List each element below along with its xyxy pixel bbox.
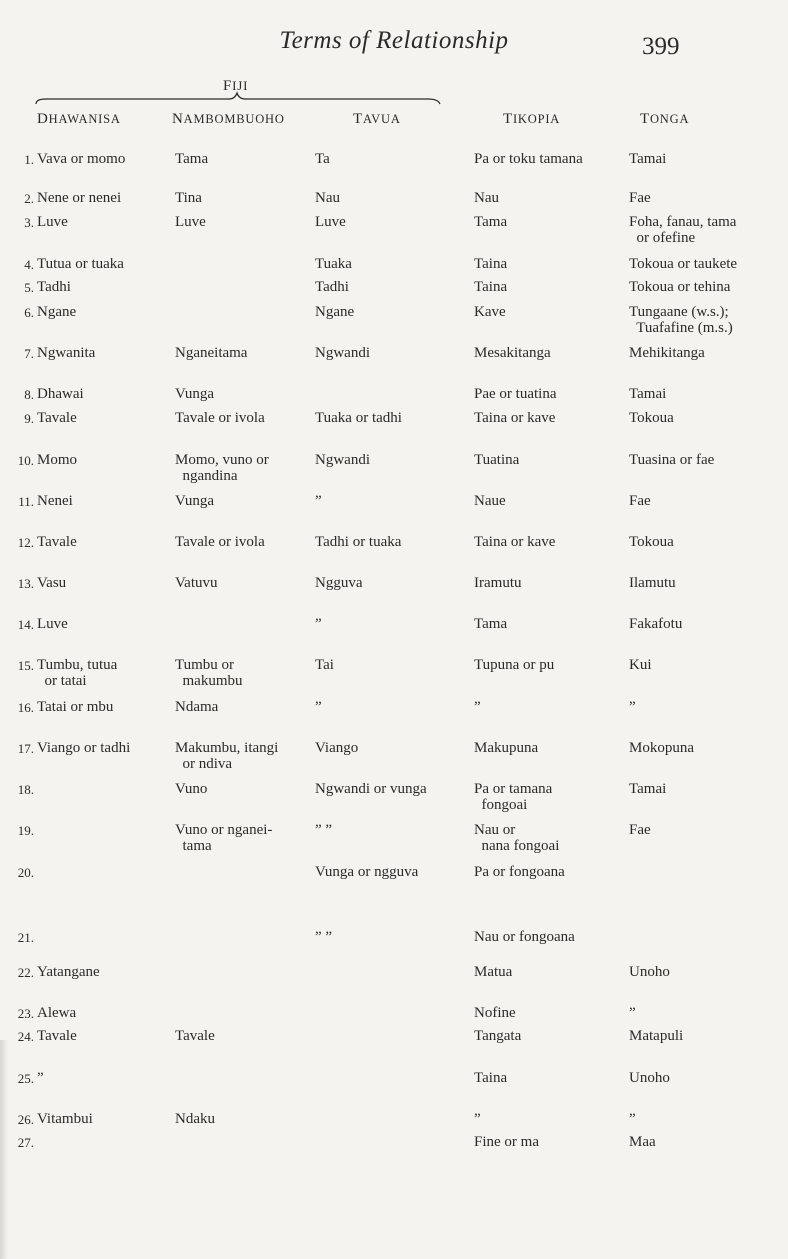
table-cell-to: Maa <box>629 1134 656 1150</box>
table-cell-ti: Tama <box>474 616 508 632</box>
table-cell-ti: Nau or nana fongoai <box>474 822 560 854</box>
table-cell-dh: Luve <box>37 616 68 632</box>
table-cell-ti: Pa or tamana fongoai <box>474 781 553 813</box>
table-cell-dh: ” <box>37 1070 44 1086</box>
row-number: 13. <box>17 576 34 591</box>
table-cell-ta: Vunga or ngguva <box>315 864 419 880</box>
table-cell-ta: Tuaka or tadhi <box>315 410 402 426</box>
table-cell-ta: Tadhi <box>315 279 349 295</box>
table-cell-ti: Iramutu <box>474 575 522 591</box>
table-cell-ti: ” <box>474 1111 481 1127</box>
table-cell-na: Tavale or ivola <box>175 410 265 426</box>
table-cell-dh: Momo <box>37 452 78 468</box>
table-cell-na: Tama <box>175 151 209 167</box>
table-cell-ti: Matua <box>474 964 513 980</box>
table-cell-ti: Mesakitanga <box>474 345 551 361</box>
row-number: 7. <box>24 346 34 361</box>
table-cell-ta: Tuaka <box>315 256 352 272</box>
table-cell-ta: Ngwandi or vunga <box>315 781 427 797</box>
table-cell-ti: Tupuna or pu <box>474 657 555 673</box>
table-cell-na: Vunga <box>175 386 215 402</box>
table-cell-to: Tungaane (w.s.); Tuafafine (m.s.) <box>629 304 733 336</box>
table-cell-ti: Taina <box>474 1070 508 1086</box>
table-cell-ti: Tangata <box>474 1028 522 1044</box>
table-cell-to: Fakafotu <box>629 616 683 632</box>
table-cell-ta: ” <box>315 699 322 715</box>
table-cell-na: Tavale <box>175 1028 215 1044</box>
table-cell-to: Fae <box>629 493 651 509</box>
table-cell-dh: Yatangane <box>37 964 100 980</box>
table-cell-dh: Tavale <box>37 410 77 426</box>
row-number: 16. <box>17 700 34 715</box>
table-cell-na: Ndama <box>175 699 219 715</box>
column-header-text: TAVUA <box>353 111 401 127</box>
table-cell-na: Tumbu or makumbu <box>175 657 243 689</box>
table-cell-to: Foha, fanau, tama or ofefine <box>629 214 737 246</box>
row-number: 10. <box>17 453 34 468</box>
table-cell-ti: Makupuna <box>474 740 539 756</box>
table-cell-ta: Ngwandi <box>315 452 370 468</box>
table-cell-to: ” <box>629 1111 636 1127</box>
table-cell-dh: Ngane <box>37 304 77 320</box>
table-cell-ta: Luve <box>315 214 346 230</box>
table-cell-ta: Ngwandi <box>315 345 370 361</box>
table-cell-to: Ilamutu <box>629 575 676 591</box>
table-cell-dh: Nenei <box>37 493 73 509</box>
table-cell-ti: Nofine <box>474 1005 516 1021</box>
row-number: 2. <box>24 191 34 206</box>
row-number: 21. <box>17 930 34 945</box>
table-cell-ta: Nau <box>315 190 340 206</box>
table-cell-dh: Luve <box>37 214 68 230</box>
table-cell-ti: Nau <box>474 190 499 206</box>
table-cell-na: Ndaku <box>175 1111 215 1127</box>
table-cell-na: Vuno or nganei- tama <box>175 822 273 854</box>
column-header-dhawanisa <box>37 111 121 128</box>
row-number: 11. <box>18 494 34 509</box>
row-number: 14. <box>17 617 34 632</box>
row-number: 1. <box>24 152 34 167</box>
table-cell-na: Nganeitama <box>175 345 248 361</box>
table-cell-to: Tokoua <box>629 534 674 550</box>
table-cell-dh: Viango or tadhi <box>37 740 131 756</box>
table-cell-dh: Tumbu, tutua or tatai <box>37 657 118 689</box>
column-header-text: TONGA <box>640 111 690 127</box>
table-cell-to: Matapuli <box>629 1028 684 1044</box>
table-cell-ti: Kave <box>474 304 506 320</box>
table-cell-ta: Ta <box>315 151 330 167</box>
table-cell-na: Luve <box>175 214 206 230</box>
fiji-group-label-text: FIJI <box>223 78 249 94</box>
table-cell-ti: ” <box>474 699 481 715</box>
table-cell-ta: Tai <box>315 657 334 673</box>
table-cell-ti: Tuatina <box>474 452 520 468</box>
row-number: 24. <box>17 1029 34 1044</box>
table-cell-dh: Tatai or mbu <box>37 699 114 715</box>
table-cell-ti: Naue <box>474 493 506 509</box>
row-number: 3. <box>24 215 34 230</box>
table-cell-na: Tavale or ivola <box>175 534 265 550</box>
table-cell-ti: Tama <box>474 214 508 230</box>
table-cell-ta: ” ” <box>315 929 333 945</box>
row-number: 27. <box>17 1135 34 1150</box>
table-cell-ti: Pae or tuatina <box>474 386 557 402</box>
table-cell-to: Tokoua or taukete <box>629 256 738 272</box>
table-cell-ti: Pa or fongoana <box>474 864 565 880</box>
column-header-text: TIKOPIA <box>503 111 561 127</box>
table-cell-na: Momo, vuno or ngandina <box>175 452 269 484</box>
table-cell-dh: Vava or momo <box>37 151 126 167</box>
row-number: 8. <box>24 387 34 402</box>
table-cell-ta: ” <box>315 493 322 509</box>
row-number: 12. <box>17 535 34 550</box>
row-number: 19. <box>17 823 34 838</box>
table-cell-ta: ” <box>315 616 322 632</box>
table-cell-to: Fae <box>629 190 651 206</box>
table-cell-to: ” <box>629 699 636 715</box>
table-cell-to: Tokoua or tehina <box>629 279 731 295</box>
table-cell-ta: ” ” <box>315 822 333 838</box>
table-cell-to: Unoho <box>629 1070 670 1086</box>
table-cell-dh: Ngwanita <box>37 345 96 361</box>
table-cell-to: Mokopuna <box>629 740 694 756</box>
table-cell-na: Vatuvu <box>175 575 218 591</box>
row-number: 26. <box>17 1112 34 1127</box>
table-cell-to: Fae <box>629 822 651 838</box>
row-number: 4. <box>24 257 34 272</box>
row-number: 15. <box>17 658 34 673</box>
table-cell-to: Tuasina or fae <box>629 452 715 468</box>
table-cell-ta: Ngguva <box>315 575 363 591</box>
row-number: 5. <box>24 280 34 295</box>
table-cell-dh: Tadhi <box>37 279 71 295</box>
table-cell-ta: Viango <box>315 740 359 756</box>
running-title: Terms of Relationship <box>279 27 509 54</box>
row-number: 18. <box>17 782 34 797</box>
table-cell-ti: Taina <box>474 279 508 295</box>
table-cell-to: Tokoua <box>629 410 674 426</box>
column-header-tavua <box>353 111 401 128</box>
column-header-tonga <box>640 111 689 128</box>
fiji-group-brace <box>34 90 444 110</box>
table-cell-na: Vunga <box>175 493 215 509</box>
row-number: 25. <box>17 1071 34 1086</box>
table-cell-dh: Tavale <box>37 534 77 550</box>
column-header-nambombuoho <box>172 111 285 128</box>
column-header-text: NAMBOMBUOHO <box>172 111 285 127</box>
table-cell-to: Tamai <box>629 386 667 402</box>
table-cell-to: Mehikitanga <box>629 345 705 361</box>
table-cell-to: Tamai <box>629 151 667 167</box>
row-number: 20. <box>17 865 34 880</box>
table-cell-ta: Tadhi or tuaka <box>315 534 402 550</box>
row-number: 9. <box>24 411 34 426</box>
row-number: 17. <box>17 741 34 756</box>
table-cell-ti: Fine or ma <box>474 1134 539 1150</box>
row-number: 22. <box>17 965 34 980</box>
table-cell-dh: Tutua or tuaka <box>37 256 124 272</box>
table-cell-ti: Taina or kave <box>474 410 556 426</box>
row-number: 23. <box>17 1006 34 1021</box>
table-cell-dh: Vasu <box>37 575 67 591</box>
table-cell-ti: Taina <box>474 256 508 272</box>
table-cell-ti: Nau or fongoana <box>474 929 575 945</box>
table-cell-na: Tina <box>175 190 202 206</box>
table-cell-dh: Vitambui <box>37 1111 93 1127</box>
table-cell-ti: Pa or toku tamana <box>474 151 583 167</box>
column-header-tikopia <box>503 111 560 128</box>
table-cell-to: Unoho <box>629 964 670 980</box>
table-cell-dh: Tavale <box>37 1028 77 1044</box>
table-cell-ta: Ngane <box>315 304 355 320</box>
row-number: 6. <box>24 305 34 320</box>
page-number: 399 <box>642 33 680 60</box>
table-cell-na: Vuno <box>175 781 208 797</box>
column-header-text: DHAWANISA <box>37 111 121 127</box>
table-cell-na: Makumbu, itangi or ndiva <box>175 740 279 772</box>
table-cell-dh: Alewa <box>37 1005 77 1021</box>
table-cell-dh: Nene or nenei <box>37 190 122 206</box>
table-cell-dh: Dhawai <box>37 386 84 402</box>
table-cell-ti: Taina or kave <box>474 534 556 550</box>
table-cell-to: Kui <box>629 657 652 673</box>
table-cell-to: Tamai <box>629 781 667 797</box>
table-cell-to: ” <box>629 1005 636 1021</box>
